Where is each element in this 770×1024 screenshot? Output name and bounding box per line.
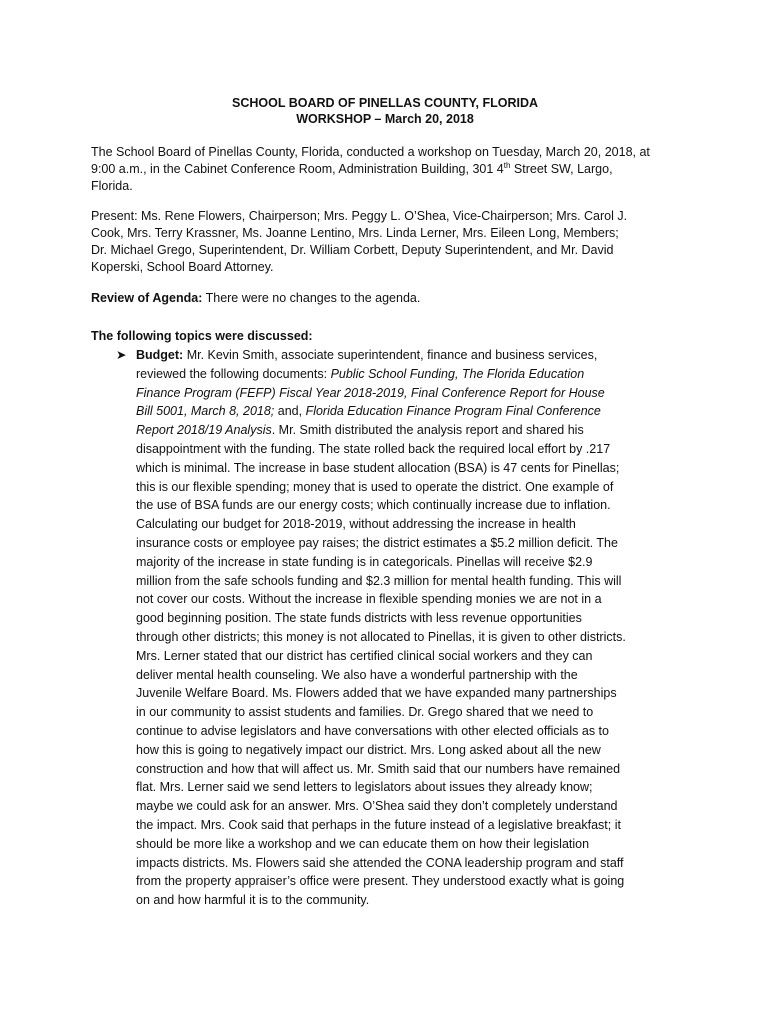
budget-line: Mrs. Lerner stated that our district has certified clinical social workers and they can xyxy=(136,648,593,663)
budget-line-5: Report 2018/19 Analysis. Mr. Smith distributed the analysis report and shared his xyxy=(136,423,584,438)
budget-line: which is minimal. The increase in base student allocation (BSA) is 47 cents for Pinellas; xyxy=(136,460,620,475)
present-line-4: Koperski, School Board Attorney. xyxy=(91,260,274,274)
budget-line: through other districts; this money is not allocated to Pinellas, it is given to other districts. xyxy=(136,629,626,644)
budget-line: how this is going to negatively impact our district. Mrs. Long asked about all the new xyxy=(136,742,601,757)
budget-line: deliver mental health counseling. We also have a wonderful partnership with the xyxy=(136,667,578,682)
topics-heading: The following topics were discussed: xyxy=(91,329,313,343)
present-paragraph xyxy=(91,208,721,276)
budget-label: Budget: xyxy=(136,348,184,362)
budget-line-1: Budget: Mr. Kevin Smith, associate superintendent, finance and business services, xyxy=(136,348,598,362)
budget-line: maybe we could ask for an answer. Mrs. O’Shea said they don’t completely understand xyxy=(136,799,618,814)
title-line-1: SCHOOL BOARD OF PINELLAS COUNTY, FLORIDA xyxy=(231,96,539,110)
budget-line: insurance costs or employee pay raises; the district estimates a $5.2 million deficit. The xyxy=(136,535,618,550)
budget-line-3: Finance Program (FEFP) Fiscal Year 2018-2019, Final Conference Report for House xyxy=(136,385,605,400)
intro-line-2-sup: th xyxy=(503,160,511,170)
budget-line: in our community to assist students and families. Dr. Grego shared that we need to xyxy=(136,705,594,720)
budget-line: disappointment with the funding. The state rolled back the required local effort by .217 xyxy=(136,441,611,456)
budget-line: million from the safe schools funding and $2.3 million for mental health funding. This will xyxy=(136,573,622,588)
budget-line: construction and how that will affect us. Mr. Smith said that our numbers have remained xyxy=(136,761,621,776)
budget-line: continue to advise legislators and have conversations with other elected officials as to xyxy=(136,723,609,738)
budget-line: impacts districts. Ms. Flowers said she attended the CONA leadership program and staff xyxy=(136,855,624,870)
present-line-2: Cook, Mrs. Terry Krassner, Ms. Joanne Lentino, Mrs. Linda Lerner, Mrs. Eileen Long, Members; xyxy=(91,226,619,240)
present-line-1: Present: Ms. Rene Flowers, Chairperson; Mrs. Peggy L. O’Shea, Vice-Chairperson; Mrs. Carol J. xyxy=(91,209,628,223)
present-line-3: Dr. Michael Grego, Superintendent, Dr. William Corbett, Deputy Superintendent, and Mr. David xyxy=(91,243,614,257)
budget-line: good beginning position. The state funds districts with less revenue opportunities xyxy=(136,611,582,626)
budget-line: the use of BSA funds are our energy costs; which continually increase due to inflation. xyxy=(136,498,611,513)
budget-line: majority of the increase in state funding is in categoricals. Pinellas will receive $2.9 xyxy=(136,554,593,569)
document-title xyxy=(0,95,770,127)
budget-line: from the property appraiser’s office were present. They understood exactly what is going xyxy=(136,874,625,889)
budget-line: flat. Mrs. Lerner said we send letters to legislators about issues they already know; xyxy=(136,780,593,795)
intro-line-2-a: 9:00 a.m., in the Cabinet Conference Room, Administration Building, 301 4 xyxy=(91,162,504,176)
intro-line-2 xyxy=(91,161,721,178)
intro-line-3: Florida. xyxy=(91,179,133,193)
budget-line-2: reviewed the following documents: Public School Funding, The Florida Education xyxy=(136,366,585,381)
budget-line: Calculating our budget for 2018-2019, without addressing the increase in health xyxy=(136,517,576,532)
arrow-bullet-icon: ➤ xyxy=(116,348,127,362)
budget-item xyxy=(136,346,676,910)
budget-line-4: Bill 5001, March 8, 2018; and, Florida Education Finance Program Final Conference xyxy=(136,404,601,419)
intro-line-2-b: Street SW, Largo, xyxy=(510,162,613,176)
budget-line: this is our flexible spending; money that is used to operate the district. One example of xyxy=(136,479,614,494)
intro-line-1: The School Board of Pinellas County, Florida, conducted a workshop on Tuesday, March 20, 2018, at xyxy=(91,145,650,159)
review-text: There were no changes to the agenda. xyxy=(202,291,421,305)
review-label: Review of Agenda: xyxy=(91,291,203,305)
budget-line: not cover our costs. Without the increase in flexible spending monies we are not in a xyxy=(136,592,602,607)
budget-line: Juvenile Welfare Board. Ms. Flowers added that we have expanded many partnerships xyxy=(136,686,617,701)
budget-line: on and how harmful it is to the community. xyxy=(136,893,370,908)
budget-line: should be more like a workshop and we can educate them on how their legislation xyxy=(136,836,590,851)
title-line-2: WORKSHOP – March 20, 2018 xyxy=(296,112,474,126)
intro-paragraph xyxy=(91,144,721,195)
review-paragraph xyxy=(91,290,721,307)
budget-line: the impact. Mrs. Cook said that perhaps in the future instead of a legislative breakfast; it xyxy=(136,817,621,832)
